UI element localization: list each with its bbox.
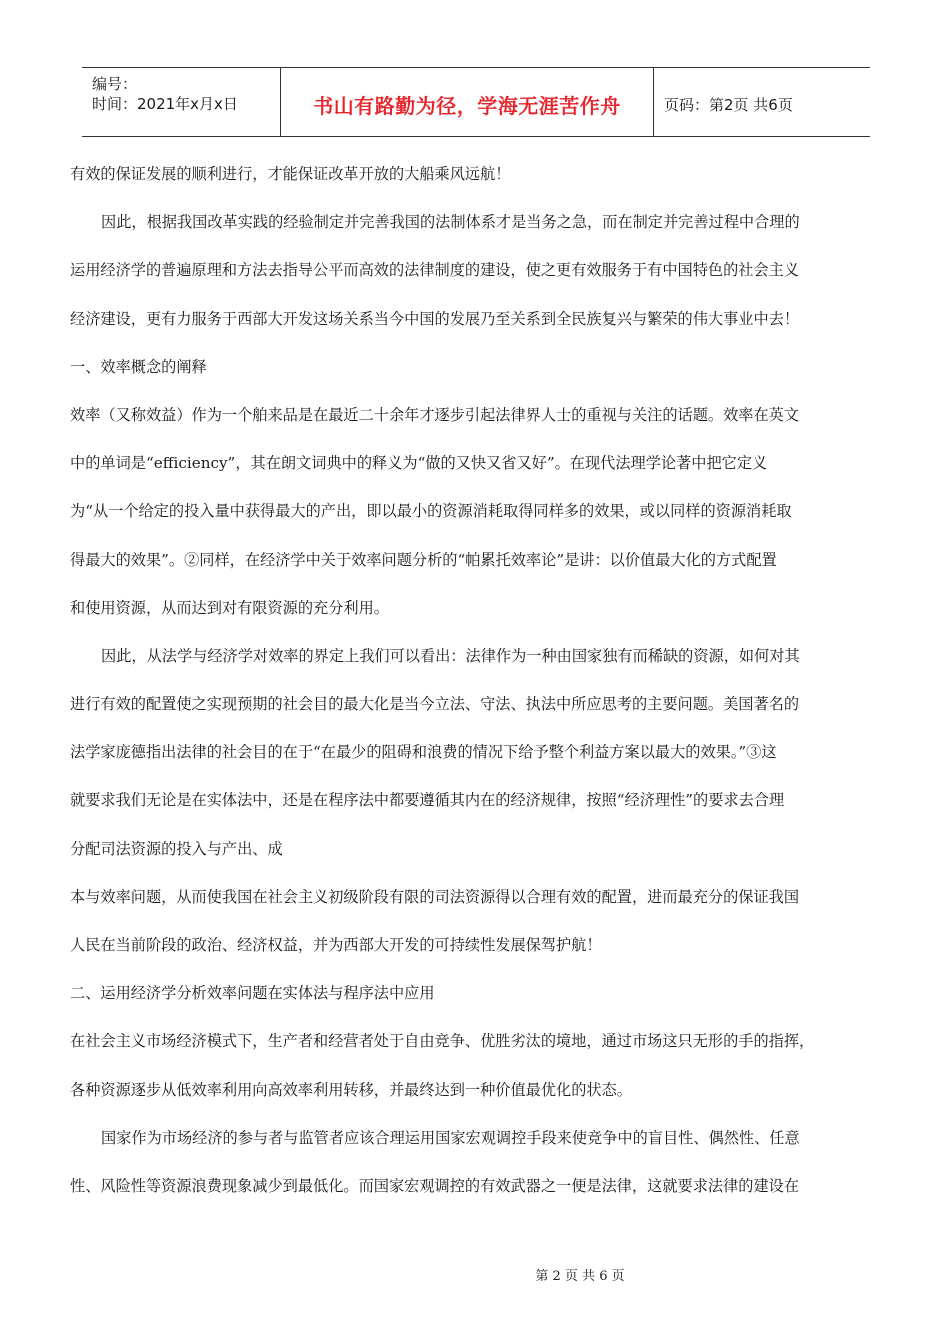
body-line: 进行有效的配置使之实现预期的社会目的最大化是当今立法、守法、执法中所应思考的主要问题。美国著名的 — [70, 695, 799, 714]
body-line: 本与效率问题，从而使我国在社会主义初级阶段有限的司法资源得以合理有效的配置，进而最充分的保证我国 — [70, 887, 799, 906]
page-footer — [0, 1265, 950, 1284]
header-meta-cell — [82, 68, 281, 136]
page-info: 页码：第2页 共6页 — [664, 95, 793, 114]
body-line: 效率（又称效益）作为一个舶来品是在最近二十余年才逐步引起法律界人士的重视与关注的话题。效率在英文 — [70, 405, 799, 424]
document-body — [70, 150, 878, 1210]
motto-text: 书山有路勤为径，学海无涯苦作舟 — [313, 93, 621, 118]
body-line: 各种资源逐步从低效率利用向高效率利用转移，并最终达到一种价值最优化的状态。 — [70, 1080, 632, 1099]
footer-page-number: 第 2 页 共 6 页 — [535, 1269, 625, 1284]
body-line: 分配司法资源的投入与产出、成 — [70, 839, 283, 858]
header-table — [82, 67, 870, 137]
body-line: 得最大的效果”。②同样，在经济学中关于效率问题分析的“帕累托效率论”是讲：以价值最大化的方式配置 — [70, 550, 777, 569]
body-line: 在社会主义市场经济模式下，生产者和经营者处于自由竞争、优胜劣汰的境地，通过市场这只无形的手的指挥， — [70, 1032, 815, 1051]
body-line: 性、风险性等资源浪费现象减少到最低化。而国家宏观调控的有效武器之一便是法律，这就要求法律的建设在 — [70, 1176, 799, 1195]
body-line: 经济建设，更有力服务于西部大开发这场关系当今中国的发展乃至关系到全民族复兴与繁荣的伟大事业中去！ — [70, 309, 799, 328]
body-line: 国家作为市场经济的参与者与监管者应该合理运用国家宏观调控手段来使竞争中的盲目性、偶然性、任意 — [101, 1128, 800, 1147]
body-line: 因此，根据我国改革实践的经验制定并完善我国的法制体系才是当务之急，而在制定并完善过程中合理的 — [101, 213, 800, 232]
body-line: 有效的保证发展的顺利进行，才能保证改革开放的大船乘风远航！ — [70, 165, 511, 183]
body-line: 中的单词是“efficiency”，其在朗文词典中的释义为“做的又快又省又好”。在现代法理学论著中把它定义 — [70, 454, 768, 473]
header-page-cell — [654, 68, 870, 136]
body-line: 因此，从法学与经济学对效率的界定上我们可以看出：法律作为一种由国家独有而稀缺的资源，如何对其 — [101, 646, 800, 665]
body-line: 和使用资源，从而达到对有限资源的充分利用。 — [70, 598, 389, 617]
header-motto-cell — [281, 68, 654, 136]
body-line: 运用经济学的普遍原理和方法去指导公平而高效的法律制度的建设，使之更有效服务于有中国特色的社会主义 — [70, 261, 799, 280]
body-line: 二、运用经济学分析效率问题在实体法与程序法中应用 — [70, 984, 435, 1003]
body-line: 为“从一个给定的投入量中获得最大的产出，即以最小的资源消耗取得同样多的效果，或以同样的资源消耗取 — [70, 502, 792, 521]
number-label: 编号： — [92, 75, 138, 93]
body-line: 法学家庞德指出法律的社会目的在于“在最少的阻碍和浪费的情况下给予整个利益方案以最大的效果。”③这 — [70, 743, 777, 762]
date-label: 时间：2021年x月x日 — [92, 95, 238, 113]
body-line: 人民在当前阶段的政治、经济权益，并为西部大开发的可持续性发展保驾护航！ — [70, 936, 602, 954]
body-line: 一、效率概念的阐释 — [70, 357, 207, 376]
body-line: 就要求我们无论是在实体法中，还是在程序法中都要遵循其内在的经济规律，按照“经济理性”的要求去合理 — [70, 791, 785, 810]
